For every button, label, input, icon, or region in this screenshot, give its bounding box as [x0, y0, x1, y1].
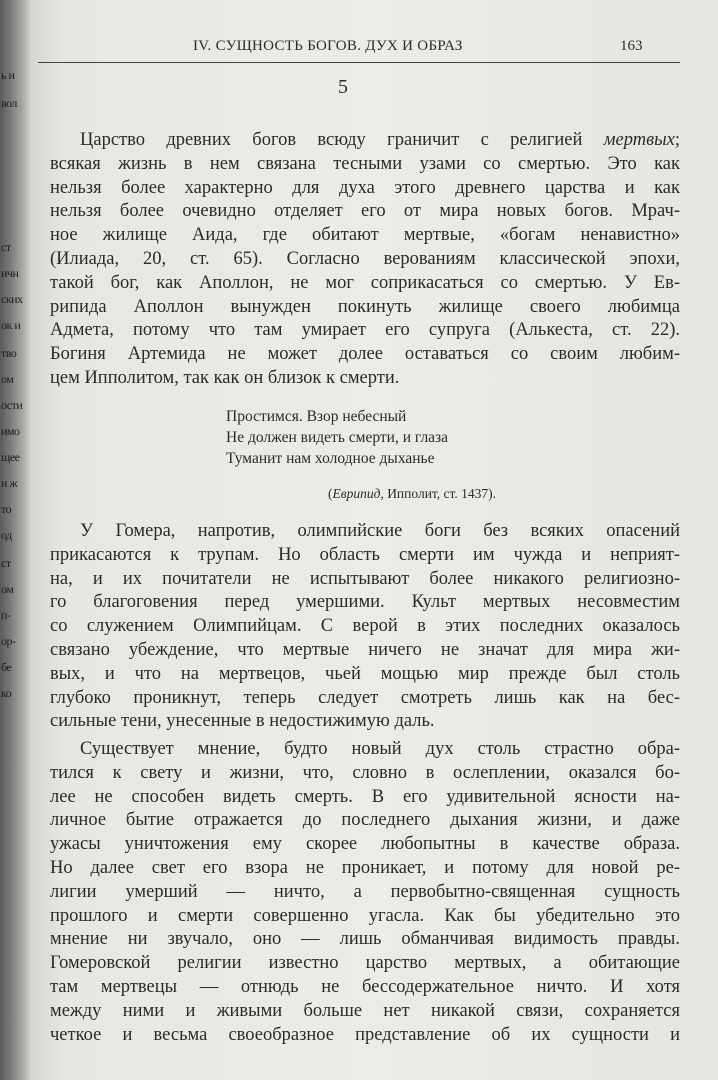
- text-line: между ними и живыми больше нет никакой связи, сохраняется: [50, 1000, 680, 1021]
- text-line: Существует мнение, будто новый дух столь страстно обра-: [80, 739, 680, 759]
- paragraph-1: [50, 129, 680, 391]
- text-line: личное бытие отражается до последнего дыхания жизни, и даже: [50, 810, 680, 831]
- adjacent-page-text-fragment: ом: [1, 372, 14, 386]
- text-line: ное жилище Аида, где обитают мертвые, «богам ненавистно»: [50, 225, 680, 246]
- adjacent-page-text-fragment: ст: [1, 240, 11, 254]
- adjacent-page-text-fragment: вол: [1, 96, 17, 110]
- adjacent-page-text-fragment: тво: [1, 346, 17, 360]
- book-page: [30, 0, 718, 1080]
- verse-line: Туманит нам холодное дыханье: [226, 450, 435, 467]
- adjacent-page-text-fragment: ст: [1, 556, 11, 570]
- text-line: глубоко проникнут, теперь следует смотреть лишь как на бес-: [50, 687, 680, 708]
- adjacent-page-text-fragment: ок и: [1, 318, 21, 332]
- adjacent-page-text-fragment: од: [1, 528, 12, 542]
- adjacent-page-text-fragment: ичн: [1, 266, 19, 280]
- text-line: ужасы уничтожения ему скорее любопытны в качестве образа.: [50, 834, 680, 855]
- adjacent-page-text-fragment: и ж: [1, 476, 18, 490]
- text-line: связано убеждение, что мертвые ничего не значат для мира жи-: [50, 639, 680, 660]
- section-number: 5: [338, 76, 348, 98]
- verse-line: Простимся. Взор небесный: [226, 408, 407, 425]
- text-line: нельзя более очевидно отделяет его от мира новых богов. Мрач-: [50, 201, 680, 222]
- text-line: всякая жизнь в нем связана тесными узами со смертью. Это как: [50, 153, 680, 174]
- text-line: на, и их почитатели не испытывают более никакого религиозно-: [50, 568, 680, 589]
- text-line: мнение ни звучало, оно — лишь обманчивая видимость правды.: [50, 929, 680, 950]
- text-line: Адмета, потому что там умирает его супруга (Алькеста, ст. 22).: [50, 320, 680, 341]
- text-line: Богиня Артемида не может долее оставаться со своим любим-: [50, 344, 680, 365]
- text-line: лигии умерший — ничто, а первобытно-священная сущность: [50, 881, 680, 902]
- text-line: там мертвецы — отнюдь не бессодержательное ничто. И хотя: [50, 976, 680, 997]
- paragraph-2: [50, 520, 680, 734]
- text-line: цем Ипполитом, так как он близок к смерти.: [50, 367, 400, 388]
- adjacent-page-text-fragment: ко: [1, 686, 12, 700]
- text-line: Царство древних богов всюду граничит с религией мертвых;: [80, 130, 680, 150]
- adjacent-page-text-fragment: имо: [1, 424, 20, 438]
- adjacent-page-text-fragment: щее: [1, 450, 20, 464]
- paragraph-3: [50, 738, 680, 1047]
- text-line: У Гомера, напротив, олимпийские боги без всяких опасений: [80, 521, 680, 541]
- adjacent-page-text-fragment: ор-: [1, 634, 16, 648]
- text-line: сильные тени, унесенные в недостижимую даль.: [50, 711, 435, 732]
- verse-source: (Еврипид, Ипполит, ст. 1437).: [328, 486, 497, 501]
- text-line: вых, и что на мертвецов, чьей мощью мир прежде был столь: [50, 663, 680, 684]
- adjacent-page-text-fragment: ских: [1, 292, 23, 306]
- adjacent-page-text-fragment: то: [1, 502, 12, 516]
- adjacent-page-text-fragment: ь и: [1, 68, 15, 82]
- adjacent-page-text-fragment: ости: [1, 398, 23, 412]
- text-line: рипида Аполлон вынужден покинуть жилище своего любимца: [50, 296, 680, 317]
- text-line: (Илиада, 20, ст. 65). Согласно верованиям классической эпохи,: [50, 248, 680, 269]
- text-line: четкое и весьма своеобразное представление об их сущности и: [50, 1024, 680, 1045]
- text-line: прошлого и смерти совершенно угасла. Как бы убедительно это: [50, 905, 680, 926]
- running-title: IV. СУЩНОСТЬ БОГОВ. ДУХ И ОБРАЗ: [193, 38, 463, 54]
- verse-epigraph: [226, 406, 448, 469]
- text-line: со служением Олимпийцам. С верой в этих последних оказалось: [50, 616, 680, 637]
- adjacent-page-edge: [0, 0, 30, 1080]
- adjacent-page-text-fragment: бе: [1, 660, 12, 674]
- text-line: такой бог, как Аполлон, не мог соприкасаться со смертью. У Ев-: [50, 272, 680, 293]
- text-line: тился к свету и жизни, что, словно в ослеплении, оказался бо-: [50, 762, 680, 783]
- text-line: прикасаются к трупам. Но область смерти им чужда и неприят-: [50, 544, 680, 565]
- text-line: Но далее свет его взора не проникает, и потому для новой ре-: [50, 857, 680, 878]
- verse-line: Не должен видеть смерти, и глаза: [226, 429, 449, 446]
- adjacent-page-text-fragment: ом: [1, 582, 14, 596]
- text-line: нельзя более характерно для духа этого древнего царства и как: [50, 177, 680, 198]
- page-number: 163: [620, 38, 643, 54]
- text-line: го благоговения перед умершими. Культ мертвых несовместим: [50, 592, 680, 613]
- header-rule: [38, 62, 680, 63]
- text-line: лее не способен видеть смерть. В его удивительной ясности на-: [50, 786, 680, 807]
- adjacent-page-text-fragment: п-: [1, 608, 11, 622]
- text-line: Гомеровской религии известно царство мертвых, а обитающие: [50, 953, 680, 974]
